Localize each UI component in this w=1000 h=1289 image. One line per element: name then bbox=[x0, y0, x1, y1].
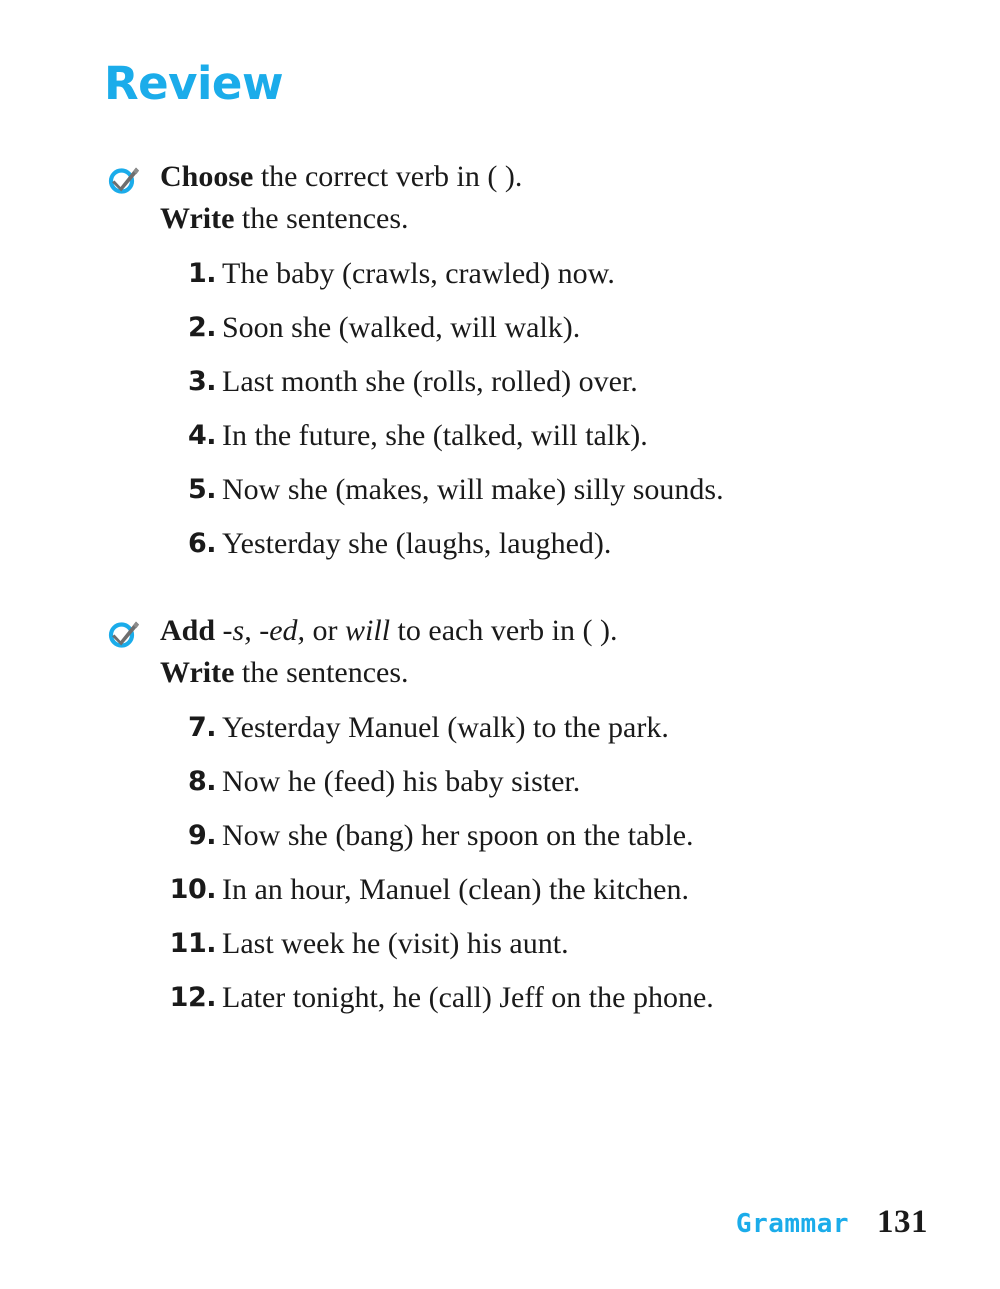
page-footer bbox=[0, 1204, 1000, 1241]
item-text: Later tonight, he (call) Jeff on the phone. bbox=[222, 981, 714, 1014]
list-item bbox=[0, 254, 1000, 308]
item-text: Soon she (walked, will walk). bbox=[222, 311, 581, 344]
item-number: 12. bbox=[169, 982, 216, 1013]
item-number: 5. bbox=[187, 474, 216, 505]
directions-lead-write-2: Write bbox=[160, 656, 235, 689]
item-text: Now she (makes, will make) silly sounds. bbox=[222, 473, 724, 506]
blue-ring-checkmark-icon bbox=[106, 614, 142, 650]
directions-rest-1b: the sentences. bbox=[234, 202, 409, 235]
blue-ring-checkmark-icon bbox=[106, 160, 142, 196]
list-item bbox=[0, 362, 1000, 416]
list-item bbox=[0, 708, 1000, 762]
item-number: 6. bbox=[187, 528, 216, 559]
directions-suffixes: -s, -ed, bbox=[222, 614, 306, 647]
item-number: 8. bbox=[187, 766, 216, 797]
list-item bbox=[0, 816, 1000, 870]
item-number: 3. bbox=[187, 366, 216, 397]
item-text: Yesterday Manuel (walk) to the park. bbox=[222, 711, 669, 744]
directions-line-1a bbox=[160, 156, 1000, 198]
directions-lead-write-1: Write bbox=[160, 202, 235, 235]
footer-subject-label: Grammar bbox=[735, 1209, 849, 1239]
item-list-2 bbox=[0, 708, 1000, 1032]
directions-1 bbox=[0, 156, 1000, 240]
item-text: In the future, she (talked, will talk). bbox=[222, 419, 648, 452]
item-number: 11. bbox=[169, 928, 216, 959]
directions-2 bbox=[0, 610, 1000, 694]
item-text: Yesterday she (laughs, laughed). bbox=[222, 527, 612, 560]
item-number: 9. bbox=[187, 820, 216, 851]
exercise-block-1 bbox=[0, 156, 1000, 578]
directions-space-2a bbox=[215, 614, 223, 647]
item-number: 10. bbox=[169, 874, 216, 905]
page-title: Review bbox=[104, 57, 284, 110]
list-item bbox=[0, 978, 1000, 1032]
item-text: In an hour, Manuel (clean) the kitchen. bbox=[222, 873, 689, 906]
item-text: Last week he (visit) his aunt. bbox=[222, 927, 569, 960]
item-text: The baby (crawls, crawled) now. bbox=[222, 257, 615, 290]
item-number: 7. bbox=[187, 712, 216, 743]
item-list-1 bbox=[0, 254, 1000, 578]
list-item bbox=[0, 924, 1000, 978]
directions-will: will bbox=[345, 614, 391, 647]
directions-rest-2b: the sentences. bbox=[234, 656, 409, 689]
item-number: 2. bbox=[187, 312, 216, 343]
directions-line-2b bbox=[160, 652, 1000, 694]
item-text: Last month she (rolls, rolled) over. bbox=[222, 365, 638, 398]
directions-lead-choose: Choose bbox=[160, 160, 254, 193]
list-item bbox=[0, 308, 1000, 362]
directions-rest-1a: the correct verb in ( ). bbox=[253, 160, 523, 193]
item-text: Now he (feed) his baby sister. bbox=[222, 765, 581, 798]
list-item bbox=[0, 470, 1000, 524]
exercise-block-2 bbox=[0, 610, 1000, 1032]
item-number: 4. bbox=[187, 420, 216, 451]
directions-line-2a bbox=[160, 610, 1000, 652]
list-item bbox=[0, 524, 1000, 578]
directions-lead-add: Add bbox=[160, 614, 216, 647]
directions-or: or bbox=[305, 614, 346, 647]
list-item bbox=[0, 416, 1000, 470]
list-item bbox=[0, 870, 1000, 924]
footer-page-number: 131 bbox=[877, 1204, 928, 1240]
item-number: 1. bbox=[187, 258, 216, 289]
item-text: Now she (bang) her spoon on the table. bbox=[222, 819, 694, 852]
directions-line-1b bbox=[160, 198, 1000, 240]
list-item bbox=[0, 762, 1000, 816]
directions-rest-2a: to each verb in ( ). bbox=[390, 614, 618, 647]
